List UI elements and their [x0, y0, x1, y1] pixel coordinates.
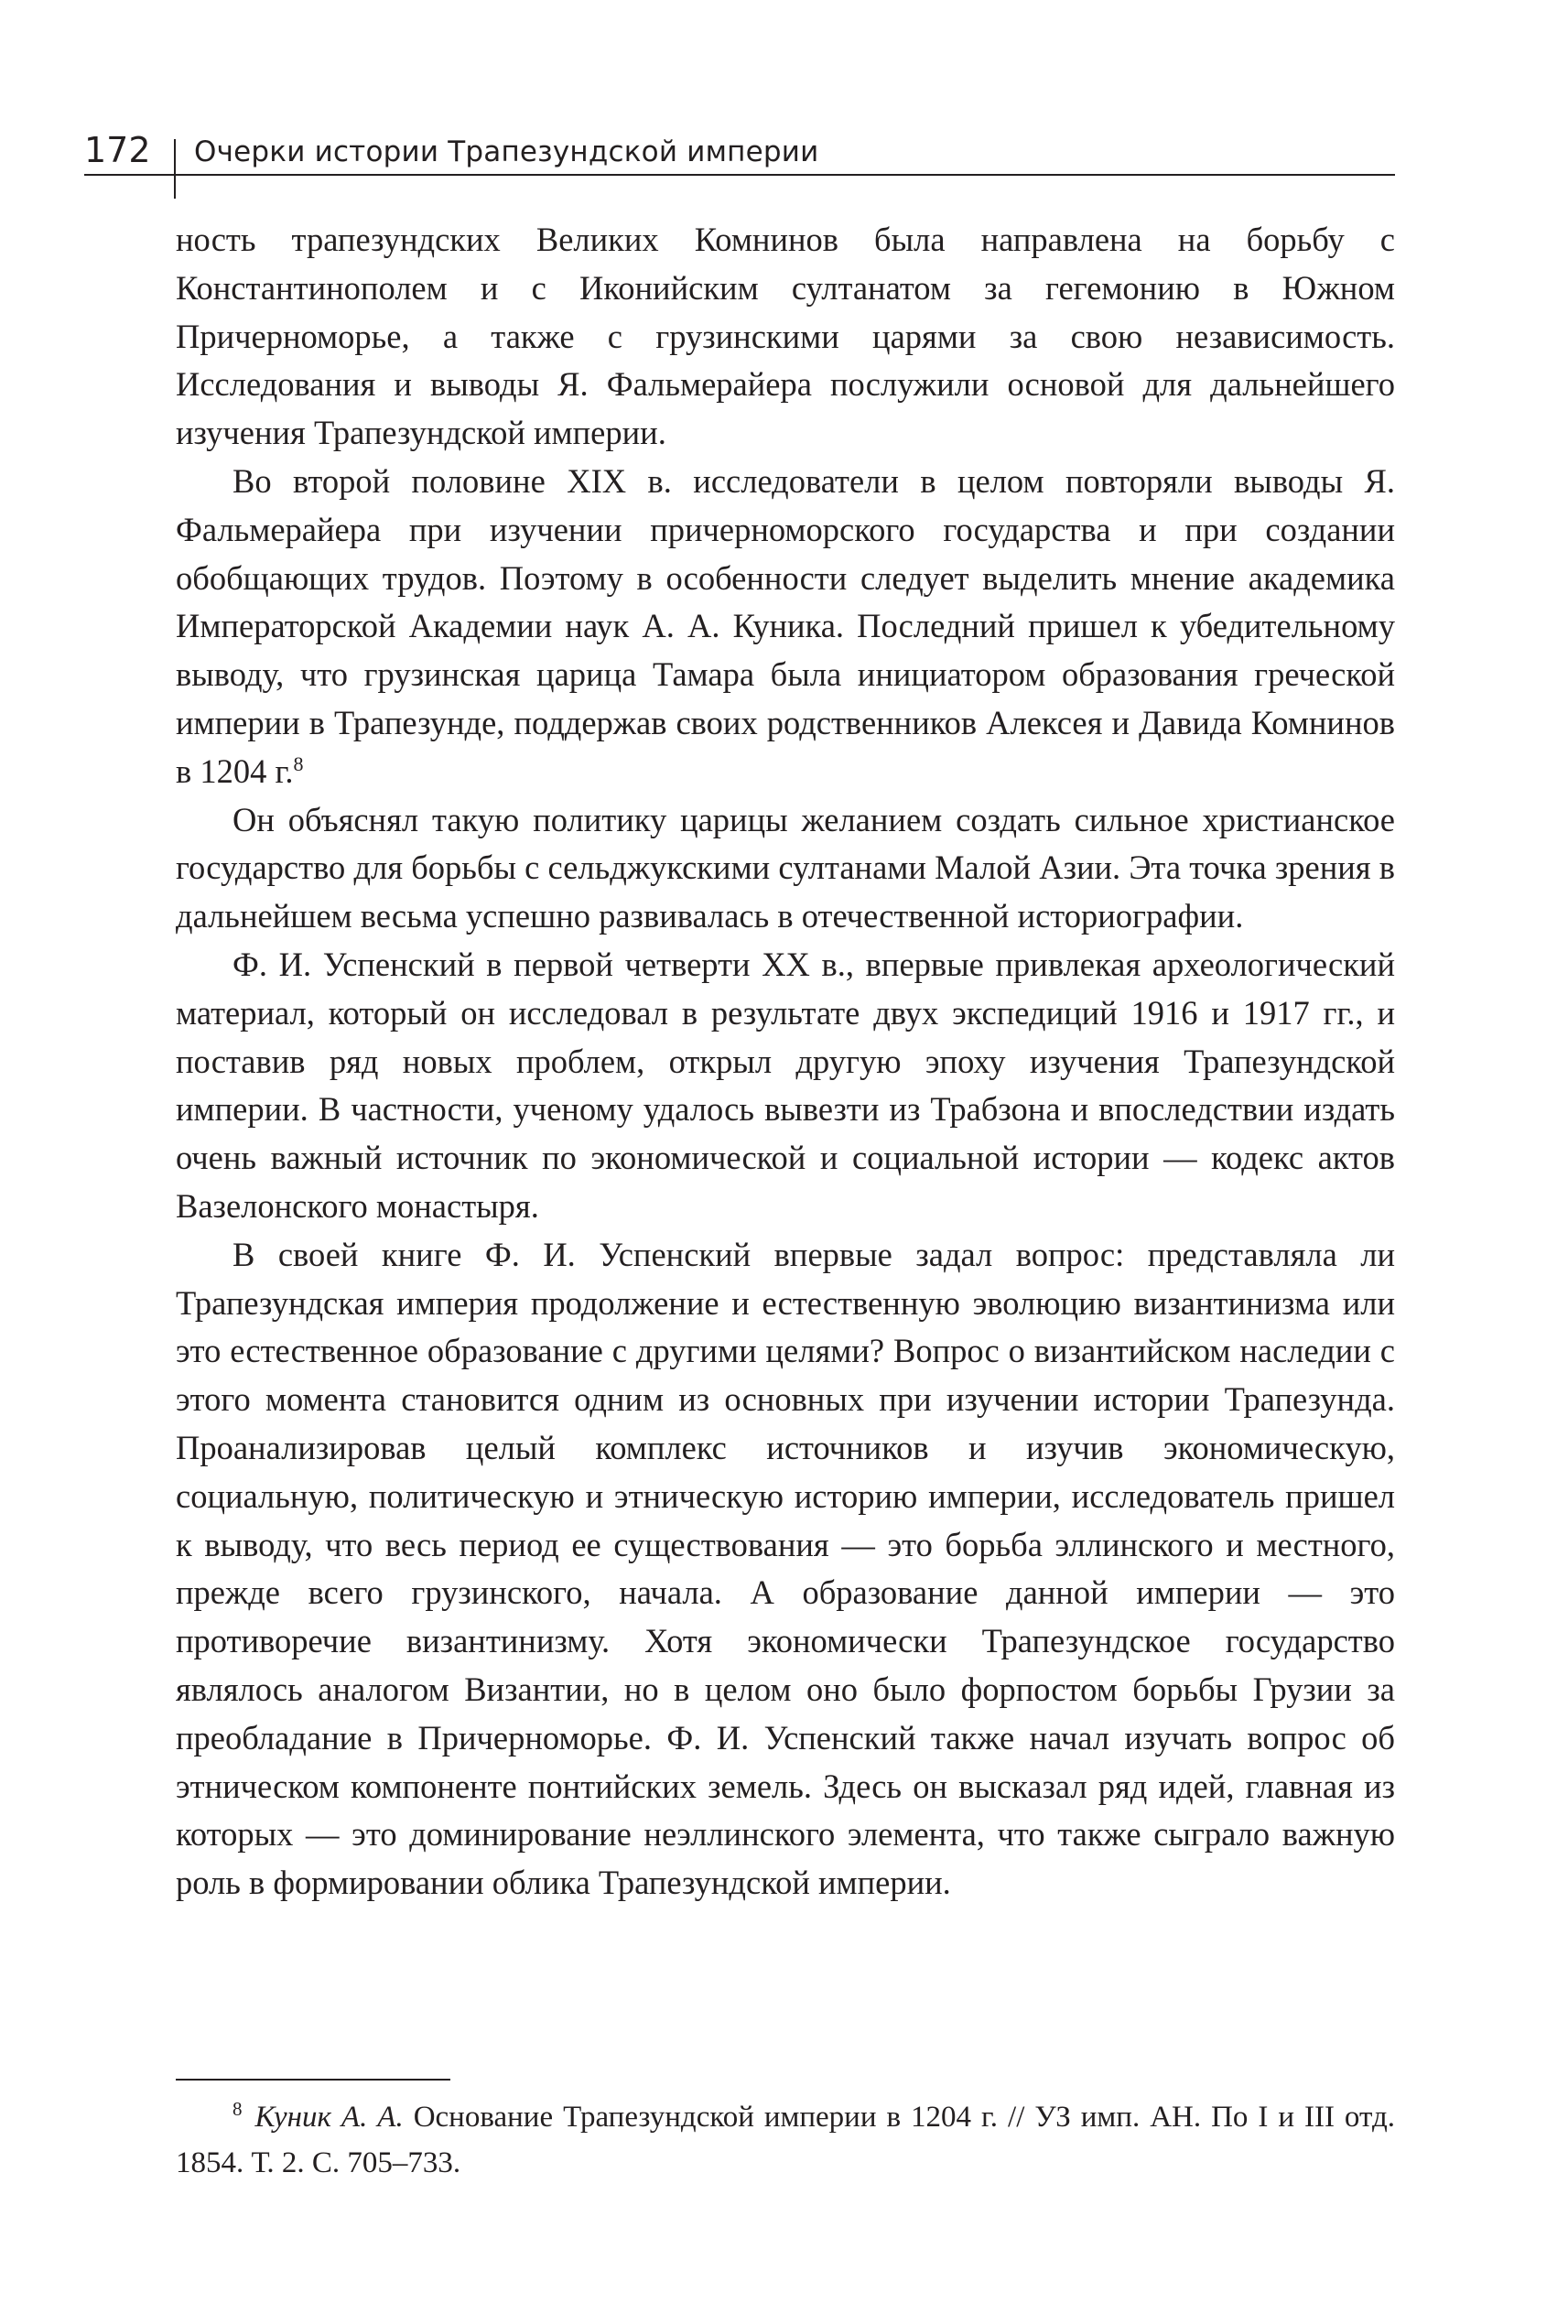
running-title: Очерки истории Трапезундской империи — [194, 135, 819, 168]
footnote-reference: 8 — [293, 751, 304, 775]
paragraph-1: ность трапезундских Великих Комнинов была направлена на борьбу с Константинополем и с Иконийским султанатом за гегемонию в Южном Причерноморье, а также с грузинскими царями за свою независимость. Исследования и выводы Я. Фальмерайера послужили основой для дальнейшего изучения Трапезундской империи. — [176, 221, 1395, 452]
footnote-text: Основание Трапезундской империи в 1204 г. // УЗ имп. АН. По I и III отд. 1854. Т. 2. С. 705–733. — [176, 2101, 1396, 2179]
paragraph-3: Он объяснял такую политику царицы желанием создать сильное христианское государство для борьбы с сельджукскими султанами Малой Азии. Эта точка зрения в дальнейшем весьма успешно развивалась в отечественной историографии. — [176, 800, 1395, 935]
paragraph-2 — [176, 458, 1395, 796]
footnote — [176, 2094, 1395, 2186]
paragraph-2-text: Во второй половине XIX в. исследователи в целом повторяли выводы Я. Фальмерайера при изучении причерноморского государства и при создании обобщающих трудов. Поэтому в особенности следует выделить мнение академика Императорской Академии наук А. А. Куника. Последний пришел к убедительному выводу, что грузинская царица Тамара была инициатором образования греческой империи в Трапезунде, поддержав своих родственников Алексея и Давида Комнинов в 1204 г. — [176, 461, 1395, 790]
paragraph-5: В своей книге Ф. И. Успенский впервые задал вопрос: представляла ли Трапезундская империя продолжение и естественную эволюцию византинизма или это естественное образование с другими целями? Вопрос о византийском наследии с этого момента становится одним из основных при изучении истории Трапезунда. Проанализировав целый комплекс источников и изучив экономическую, социальную, политическую и этническую историю империи, исследователь пришел к выводу, что весь период ее существования — это борьба эллинского и местного, прежде всего грузинского, начала. А образование данной империи — это противоречие византинизму. Хотя экономически Трапезундское государство являлось аналогом Византии, но в целом оно было форпостом борьбы Грузии за преобладание в Причерноморье. Ф. И. Успенский также начал изучать вопрос об этническом компоненте понтийских земель. Здесь он высказал ряд идей, главная из которых — это доминирование неэллинского элемента, что также сыграло важную роль в формировании облика Трапезундской империи. — [176, 1235, 1395, 1902]
footnote-author: Куник А. А. — [254, 2101, 404, 2134]
header-divider — [174, 139, 176, 199]
main-text — [176, 216, 1395, 1908]
page-number: 172 — [84, 130, 151, 170]
footnote-number: 8 — [232, 2098, 243, 2120]
page-header — [84, 128, 1395, 179]
footnote-rule — [176, 2079, 450, 2081]
header-rule — [84, 174, 1395, 176]
paragraph-4: Ф. И. Успенский в первой четверти XX в., впервые привлекая археологический материал, который он исследовал в результате двух экспедиций 1916 и 1917 гг., и поставив ряд новых проблем, открыл другую эпоху изучения Трапезундской империи. В частности, ученому удалось вывезти из Трабзона и впоследствии издать очень важный источник по экономической и социальной истории — кодекс актов Вазелонского монастыря. — [176, 945, 1395, 1225]
